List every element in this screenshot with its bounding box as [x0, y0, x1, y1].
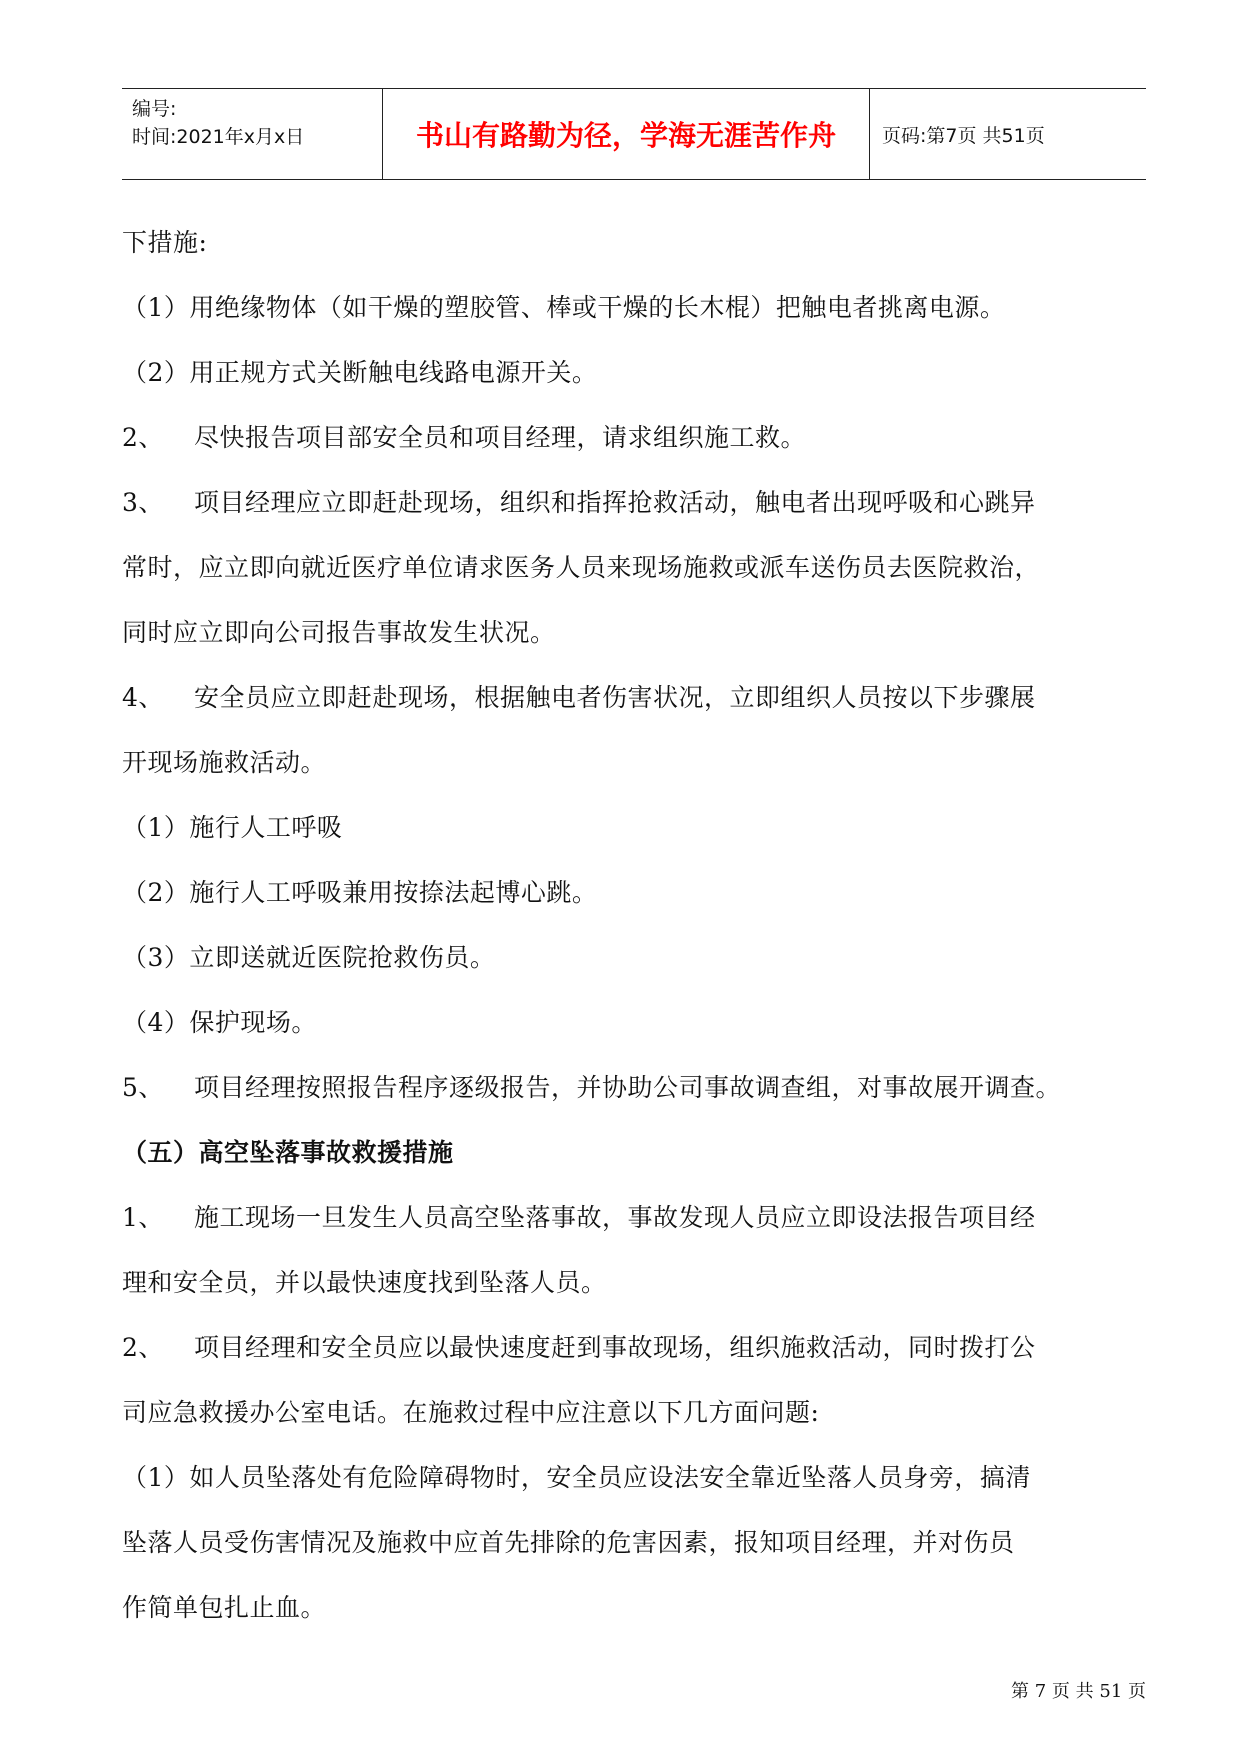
item-text: 项目经理和安全员应以最快速度赶到事故现场，组织施救活动，同时拨打公 — [194, 1333, 1036, 1362]
header-meta — [122, 89, 382, 179]
page-footer: 第 7 页 共 51 页 — [1011, 1681, 1146, 1702]
sub-item-text: 施行人工呼吸 — [189, 813, 343, 842]
document-body — [122, 210, 1146, 1640]
numbered-item — [122, 1185, 1146, 1250]
sub-item-text: 保护现场。 — [189, 1008, 317, 1037]
sub-item — [122, 340, 1146, 405]
item-text: 项目经理按照报告程序逐级报告，并协助公司事故调查组，对事故展开调查。 — [194, 1073, 1062, 1102]
sub-item-text: 用正规方式关断触电线路电源开关。 — [189, 358, 598, 387]
document-time-label: 时间:2021年x月x日 — [132, 126, 305, 148]
item-number: 5、 — [122, 1073, 164, 1102]
item-number: 4、 — [122, 683, 164, 712]
header-page-info: 页码:第7页 共51页 — [882, 124, 1045, 147]
numbered-item — [122, 1055, 1146, 1120]
paragraph-line: 开现场施救活动。 — [122, 748, 327, 777]
document-header — [122, 88, 1146, 180]
sub-item-text: 施行人工呼吸兼用按捺法起博心跳。 — [189, 878, 598, 907]
item-number: 2、 — [122, 1333, 164, 1362]
item-text: 施工现场一旦发生人员高空坠落事故，事故发现人员应立即设法报告项目经 — [194, 1203, 1036, 1232]
sub-item — [122, 860, 1146, 925]
sub-item — [122, 275, 1146, 340]
paragraph-line: 下措施: — [122, 228, 208, 257]
item-number: 3、 — [122, 488, 164, 517]
sub-item — [122, 795, 1146, 860]
sub-item — [122, 1445, 1146, 1510]
sub-item-text: 用绝缘物体（如干燥的塑胶管、棒或干燥的长木棍）把触电者挑离电源。 — [189, 293, 1006, 322]
paragraph-line: 常时，应立即向就近医疗单位请求医务人员来现场施救或派车送伤员去医院救治， — [122, 553, 1041, 582]
numbered-item — [122, 1315, 1146, 1380]
document-number-label: 编号: — [132, 98, 177, 120]
numbered-item — [122, 405, 1146, 470]
numbered-item — [122, 470, 1146, 535]
item-text: 项目经理应立即赶赴现场，组织和指挥抢救活动，触电者出现呼吸和心跳异 — [194, 488, 1036, 517]
sub-item-number: （3） — [122, 943, 190, 972]
sub-item — [122, 925, 1146, 990]
paragraph-line: 理和安全员，并以最快速度找到坠落人员。 — [122, 1268, 607, 1297]
item-text: 尽快报告项目部安全员和项目经理，请求组织施工救。 — [194, 423, 807, 452]
item-number: 2、 — [122, 423, 164, 452]
sub-item-number: （4） — [122, 1008, 190, 1037]
paragraph-line: 作简单包扎止血。 — [122, 1593, 327, 1622]
sub-item-text: 立即送就近医院抢救伤员。 — [189, 943, 496, 972]
sub-item-text: 如人员坠落处有危险障碍物时，安全员应设法安全靠近坠落人员身旁，搞清 — [189, 1463, 1031, 1492]
paragraph-line: 坠落人员受伤害情况及施救中应首先排除的危害因素，报知项目经理，并对伤员 — [122, 1528, 1015, 1557]
sub-item-number: （2） — [122, 878, 190, 907]
paragraph-line: 同时应立即向公司报告事故发生状况。 — [122, 618, 556, 647]
item-number: 1、 — [122, 1203, 164, 1232]
header-motto: 书山有路勤为径，学海无涯苦作舟 — [382, 89, 870, 179]
section-heading: （五）高空坠落事故救援措施 — [122, 1138, 454, 1167]
sub-item-number: （2） — [122, 358, 190, 387]
sub-item-number: （1） — [122, 1463, 190, 1492]
sub-item — [122, 990, 1146, 1055]
sub-item-number: （1） — [122, 813, 190, 842]
paragraph-line: 司应急救援办公室电话。在施救过程中应注意以下几方面问题: — [122, 1398, 820, 1427]
sub-item-number: （1） — [122, 293, 190, 322]
item-text: 安全员应立即赶赴现场，根据触电者伤害状况，立即组织人员按以下步骤展 — [194, 683, 1036, 712]
numbered-item — [122, 665, 1146, 730]
